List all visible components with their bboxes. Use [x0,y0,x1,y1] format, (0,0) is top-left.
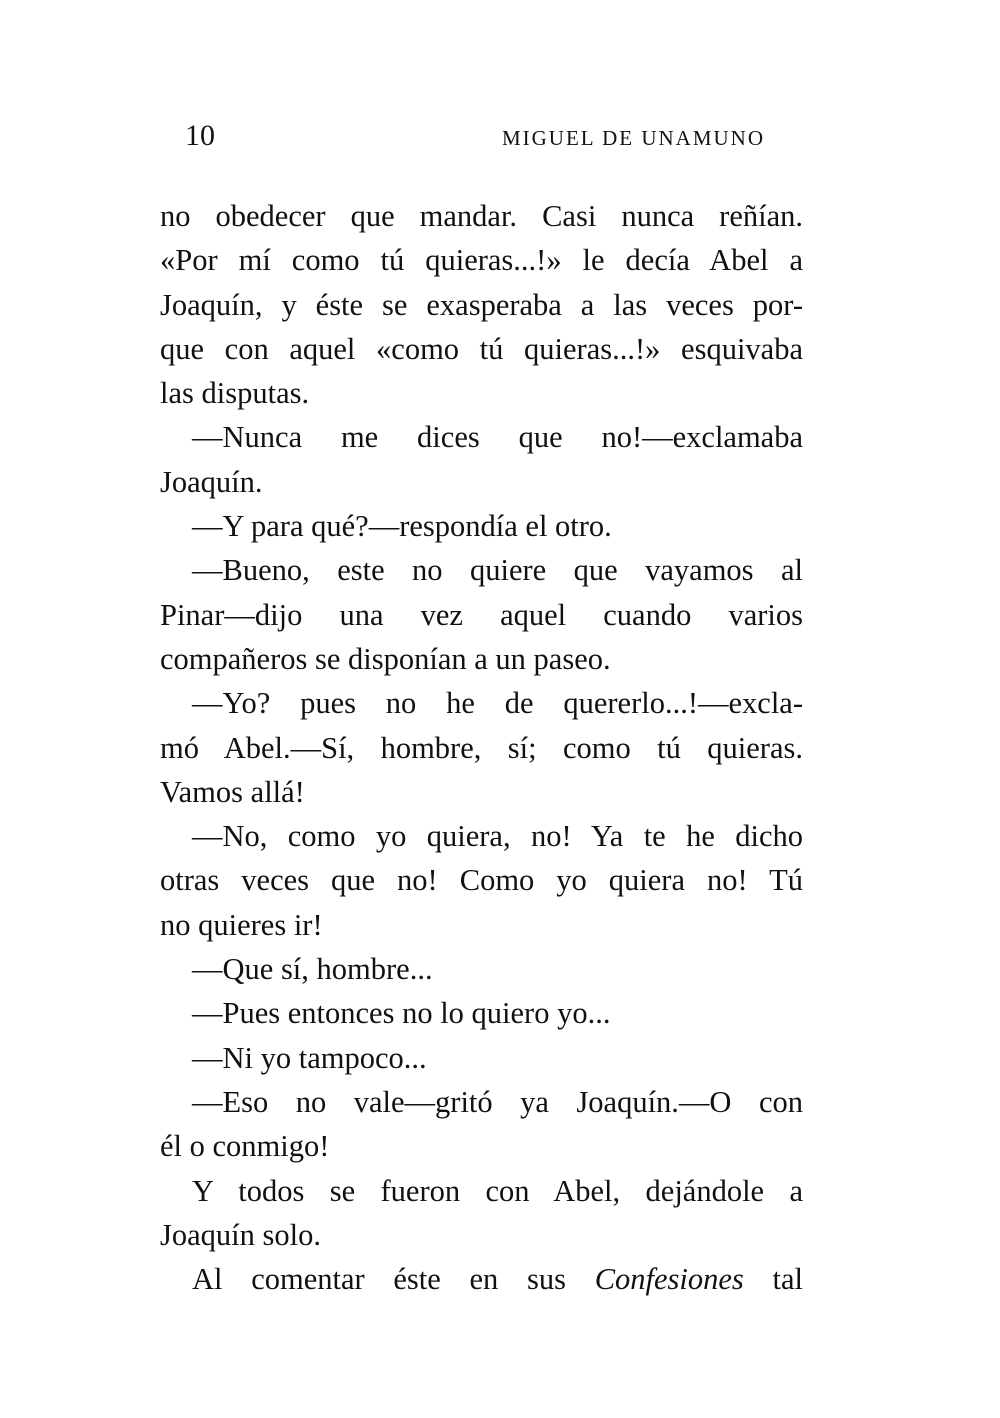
text-line: otras veces que no! Como yo quiera no! Tú [160,863,803,898]
text-line: no quieres ir! [160,907,323,942]
text-line: —Eso no vale—gritó ya Joaquín.—O con [192,1084,803,1119]
text-line: Joaquín, y éste se exasperaba a las veces por- [160,287,803,322]
text-line: él o conmigo! [160,1129,330,1164]
running-head-author: MIGUEL DE UNAMUNO [501,126,765,150]
text-line: —No, como yo quiera, no! Ya te he dicho [192,819,803,854]
text-line: Y todos se fueron con Abel, dejándole a [192,1173,803,1208]
text-line: —Bueno, este no quiere que vayamos al [192,553,803,588]
text-fragment: Al comentar éste en sus [192,1262,595,1297]
text-line: —Yo? pues no he de quererlo...!—excla- [192,686,803,721]
text-line: —Ni yo tampoco... [192,1040,427,1075]
text-line: —Nunca me dices que no!—exclamaba [192,420,803,455]
text-line: «Por mí como tú quieras...!» le decía Abel a [160,243,803,278]
page-number: 10 [185,119,215,152]
text-line: compañeros se disponían a un paseo. [160,641,611,676]
text-line: las disputas. [160,376,310,411]
text-line: —Que sí, hombre... [192,952,433,987]
text-line-final [160,1257,803,1301]
text-line: Joaquín. [160,464,263,499]
book-title-italic: Confesiones [594,1262,744,1297]
text-line: Vamos allá! [160,774,305,809]
text-line: que con aquel «como tú quieras...!» esquivaba [160,331,803,366]
text-fragment: tal [743,1262,803,1297]
text-line: Joaquín solo. [160,1217,321,1252]
text-line: —Y para qué?—respondía el otro. [192,509,612,544]
text-line: mó Abel.—Sí, hombre, sí; como tú quieras. [160,730,803,765]
running-head [185,118,765,158]
text-line: Pinar—dijo una vez aquel cuando varios [160,597,803,632]
body-text [160,194,803,1301]
text-line: —Pues entonces no lo quiero yo... [192,996,611,1031]
text-line: no obedecer que mandar. Casi nunca reñían. [160,199,803,233]
